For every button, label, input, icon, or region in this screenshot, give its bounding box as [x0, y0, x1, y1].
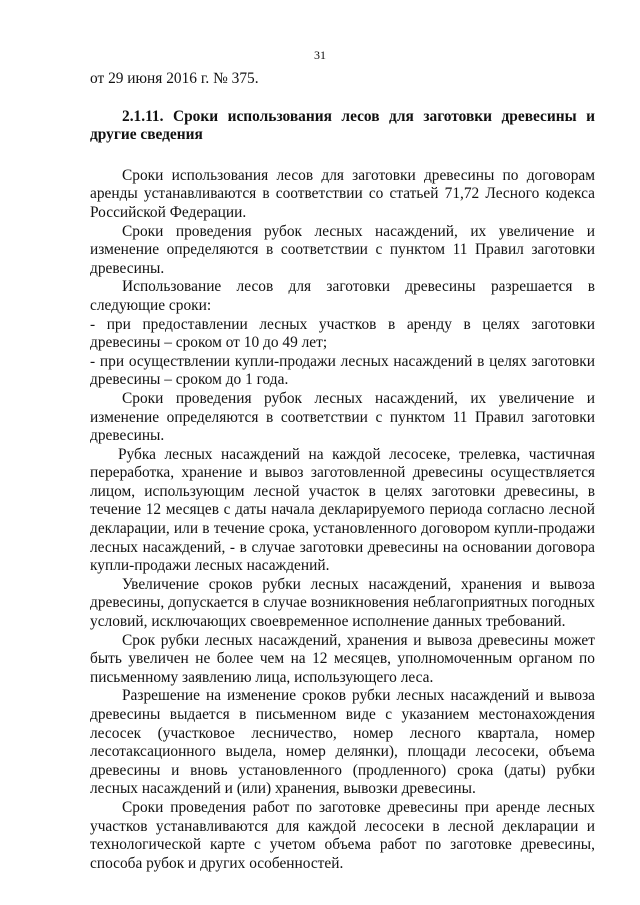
- paragraph-9: Сроки проведения работ по заготовке древесины при аренде лесных участков устанавливаются для каждой лесосеки в лесной декларации и технологической карте с учетом объема работ по заготовке древесины, способа рубок и других особенностей.: [90, 798, 595, 872]
- paragraph-4: Сроки проведения рубок лесных насаждений, их увеличение и изменение определяются в соответствии с пунктом 11 Правил заготовки древесины.: [90, 389, 595, 445]
- paragraph-2: Сроки проведения рубок лесных насаждений, их увеличение и изменение определяются в соответствии с пунктом 11 Правил заготовки древесины.: [90, 222, 595, 277]
- paragraph-1: Сроки использования лесов для заготовки древесины по договорам аренды устанавливаются в соответствии со статьей 71,72 Лесного кодекса Российской Федерации.: [90, 166, 595, 221]
- continuation-line: от 29 июня 2016 г. № 375.: [90, 70, 259, 87]
- list-item-1: - при предоставлении лесных участков в аренду в целях заготовки древесины – сроком от 10 до 49 лет;: [90, 315, 595, 352]
- paragraph-8: Разрешение на изменение сроков рубки лесных насаждений и вывоза древесины выдается в письменном виде с указанием местонахождения лесосек (участковое лесничество, номер лесного квартала, номер лесотаксационного выдела, номер делянки), площади лесосеки, объема древесины и вновь установленного (продленного) срока (даты) рубки лесных насаждений и (или) хранения, вывозки древесины.: [90, 687, 595, 798]
- list-item-2: - при осуществлении купли-продажи лесных насаждений в целях заготовки древесины – сроком до 1 года.: [90, 352, 595, 389]
- page-number: 31: [314, 48, 326, 62]
- paragraph-5: Рубка лесных насаждений на каждой лесосеке, трелевка, частичная переработка, хранение и вывоз заготовленной древесины осуществляется лицом, использующим лесной участок в целях заготовки древесины, в течение 12 месяцев с даты начала декларируемого периода согласно лесной декларации, или в течение срока, установленного договором купли-продажи лесных насаждений, - в случае заготовки древесины на основании договора купли-продажи лесных насаждений.: [90, 445, 595, 575]
- paragraph-6: Увеличение сроков рубки лесных насаждений, хранения и вывоза древесины, допускается в случае возникновения неблагоприятных погодных условий, исключающих своевременное исполнение данных требований.: [90, 575, 595, 631]
- section-heading: 2.1.11. Сроки использования лесов для заготовки древесины и другие сведения: [90, 107, 595, 144]
- document-body: [90, 70, 595, 873]
- paragraph-3: Использование лесов для заготовки древесины разрешается в следующие сроки:: [90, 278, 595, 314]
- paragraph-7: Срок рубки лесных насаждений, хранения и вывоза древесины может быть увеличен не более чем на 12 месяцев, уполномоченным органом по письменному заявлению лица, использующего леса.: [90, 631, 595, 686]
